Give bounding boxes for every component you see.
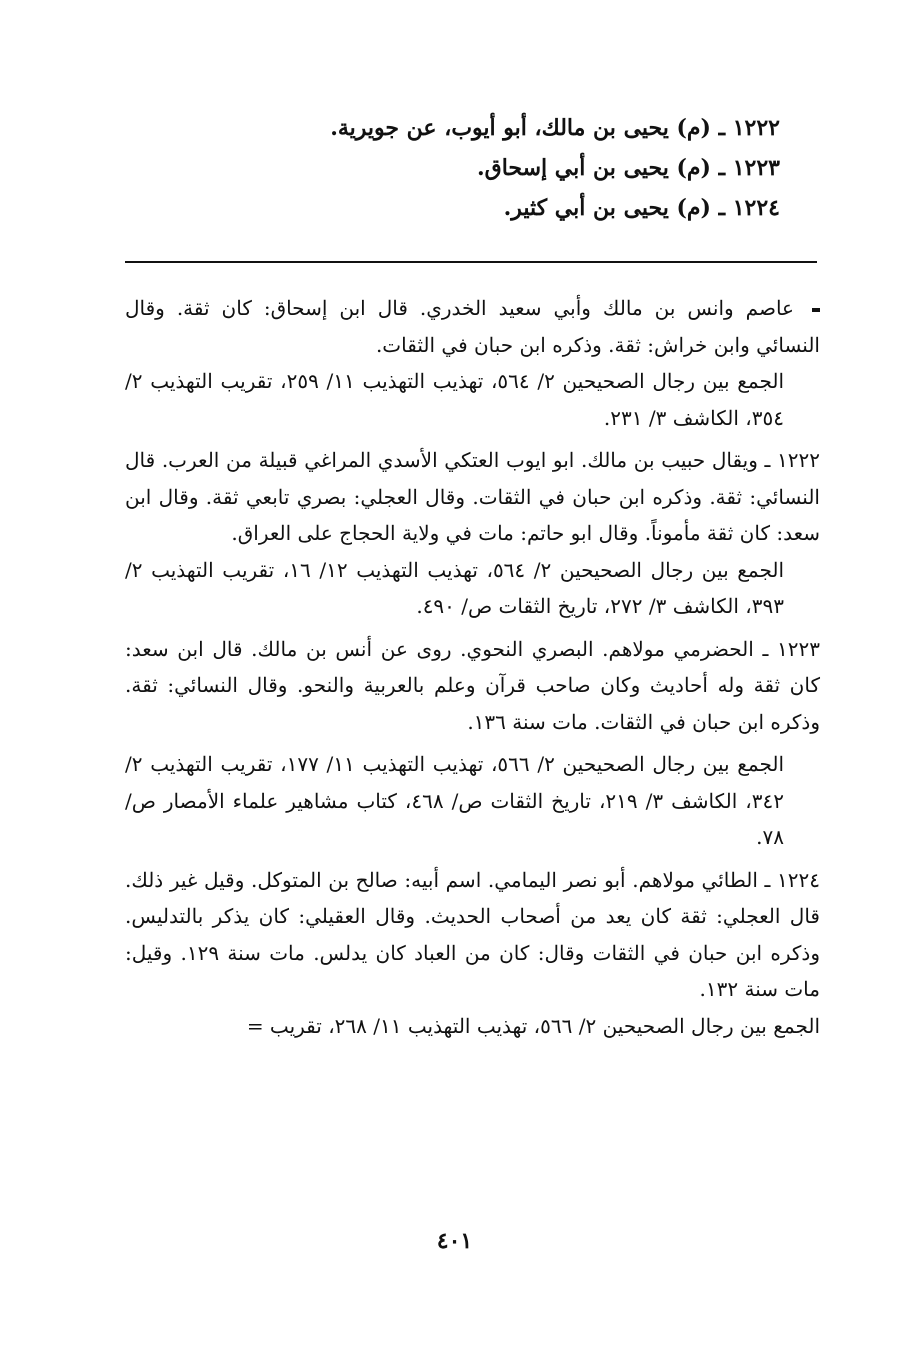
entries-list — [270, 108, 780, 228]
footnotes — [125, 290, 820, 1044]
bullet-mark — [812, 308, 820, 312]
footnote-sources: الجمع بين رجال الصحيحين ٢/ ٥٦٤، تهذيب التهذيب ١٢/ ١٦، تقريب التهذيب ٢/ ٣٩٣، الكاشف ٣/ ٢٧٢، تاريخ الثقات ص/ ٤٩٠. — [125, 557, 784, 618]
footnote-1224: ١٢٢٤ ـ الطائي مولاهم. أبو نصر اليمامي. اسم أبيه: صالح بن المتوكل. وقيل غير ذلك. قال العجلي: ثقة كان يعد من أصحاب الحديث. وقال العقيلي: كان يذكر بالتدليس. وذكره ابن حبان في الثقات وقال: كان من العباد كان يدلس. مات سنة ١٢٩. وقيل: مات سنة ١٣٢. — [125, 867, 820, 1001]
footnote-1223: ١٢٢٣ ـ الحضرمي مولاهم. البصري النحوي. روى عن أنس بن مالك. قال ابن سعد: كان ثقة وله أحاديث وكان صاحب قرآن وعلم بالعربية والنحو. وقال النسائي: ثقة. وذكره ابن حبان في الثقات. مات سنة ١٣٦. — [125, 636, 820, 734]
footnote-1222: ١٢٢٢ ـ ويقال حبيب بن مالك. ابو ايوب العتكي الأسدي المراغي قبيلة من العرب. قال النسائي: ثقة. وذكره ابن حبان في الثقات. وقال العجلي: بصري تابعي ثقة. وقال ابن سعد: كان ثقة مأموناً. وقال ابو حاتم: مات في ولاية الحجاج على العراق. — [125, 448, 820, 545]
footnote-continued — [125, 290, 820, 363]
entry-1224: ١٢٢٤ ـ (م) يحيى بن أبي كثير. — [503, 195, 780, 221]
footnote-text: عاصم وانس بن مالك وأبي سعيد الخدري. قال ابن إسحاق: كان ثقة. وقال النسائي وابن خراش: ثقة. وذكره ابن حبان في الثقات. — [125, 296, 820, 357]
footnote-separator — [125, 261, 817, 263]
entry-1222: ١٢٢٢ ـ (م) يحيى بن مالك، أبو أيوب، عن جويرية. — [330, 115, 780, 141]
footnote-sources: الجمع بين رجال الصحيحين ٢/ ٥٦٤، تهذيب التهذيب ١١/ ٢٥٩، تقريب التهذيب ٢/ ٣٥٤، الكاشف ٣/ ٢٣١. — [125, 369, 785, 430]
entry-1223: ١٢٢٣ ـ (م) يحيى بن أبي إسحاق. — [476, 155, 780, 181]
footnote-sources: الجمع بين رجال الصحيحين ٢/ ٥٦٦، تهذيب التهذيب ١١/ ١٧٧، تقريب التهذيب ٢/ ٣٤٢، الكاشف ٣/ ٢١٩، تاريخ الثقات ص/ ٤٦٨، كتاب مشاهير علماء الأمصار ص/ ٧٨. — [125, 752, 785, 849]
footnote-sources: الجمع بين رجال الصحيحين ٢/ ٥٦٦، تهذيب التهذيب ١١/ ٢٦٨، تقريب = — [246, 1013, 820, 1038]
page-number: ٤٠١ — [436, 1228, 473, 1254]
